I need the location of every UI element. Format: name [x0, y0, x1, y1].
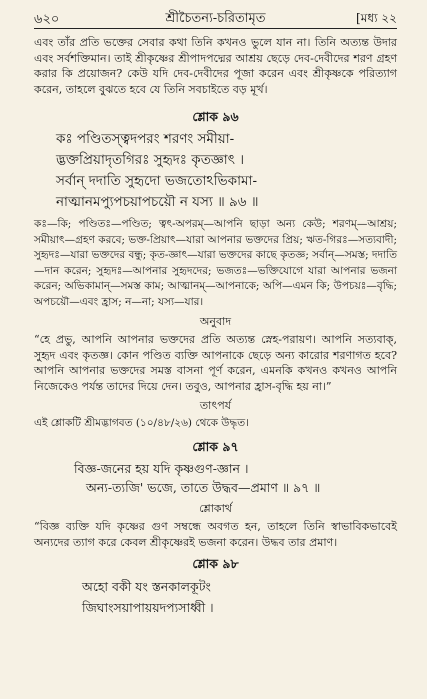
verse-line: নাত্মানমপ্যুপচয়াপচয়ৌ ন যস্য ॥ ৯৬ ॥	[56, 194, 259, 210]
meaning-heading: শ্লোকার্থ	[199, 502, 232, 515]
verse-97-heading: শ্লোক ৯৭	[192, 439, 239, 454]
purport-heading: তাৎপর্য	[199, 399, 232, 412]
page-header	[34, 6, 397, 29]
page-number: ৬২০	[34, 12, 60, 27]
purport-text: এই শ্লোকটি শ্রীমদ্ভাগবত (১০/৪৮/২৬) থেকে উদ্ধৃত।	[34, 417, 249, 429]
verse-96-heading: শ্লোক ৯৬	[192, 109, 239, 124]
verse-98-heading: শ্লোক ৯৮	[192, 556, 239, 571]
running-title: শ্রীচৈতন্য-চরিতামৃত	[165, 11, 266, 26]
verse-line: জিঘাংসয়াপায়য়দপ্যসাধ্বী ।	[82, 600, 214, 615]
verse-96-text	[56, 129, 397, 213]
verse-98-text	[82, 576, 397, 618]
verse-line: দ্ভক্তপ্রিয়াদৃতগিরঃ সুহৃদঃ কৃতজ্ঞাৎ ।	[56, 152, 245, 168]
verse-line: কঃ পণ্ডিতস্ত্বদপরং শরণং সমীয়া-	[56, 131, 235, 147]
verse-line: অন্য-ত্যজি' ভজে, তাতে উদ্ধব—প্রমাণ ॥ ৯৭ ॥	[86, 480, 321, 495]
chapter-marker: [মধ্য ২২	[356, 11, 397, 25]
translation-text: “হে প্রভু, আপনি আপনার ভক্তদের প্রতি অত্যন্ত স্নেহ-পরায়ণ। আপনি সত্যবাক্, সুহৃদ এবং কৃতজ্ঞ। কোন পণ্ডিত ব্যক্তি আপনাকে ছেড়ে অন্য কারোর শরণাগত হবে? আপনি আপনার ভক্তদের সমস্ত বাসনা পূর্ণ করেন, এমনকি কখনও কখনও আপনি নিজেকেও পর্যন্ত তাদের দিয়ে দেন। তবুও, আপনার হ্রাস-বৃদ্ধি হয় না।”	[34, 333, 397, 393]
verse-line: বিজ্ঞ-জনের হয় যদি কৃষ্ণগুণ-জ্ঞান ।	[74, 461, 249, 476]
verse-97-text	[74, 459, 397, 497]
verse-line: সর্বান্ দদাতি সুহৃদো ভজতোঽভিকামা-	[56, 173, 258, 189]
translation-heading: অনুবাদ	[199, 315, 232, 328]
intro-paragraph: এবং তাঁর প্রতি ভক্তের সেবার কথা তিনি কখনও ভুলে যান না। তিনি অত্যন্ত উদার এবং সর্বশক্তিমান। তাই শ্রীকৃষ্ণের শ্রীপাদপদ্মের আশ্রয় ছেড়ে দেব-দেবীদের শরণ গ্রহণ করার কি প্রয়োজন? কেউ যদি দেব-দেবীদের পূজা করেন এবং শ্রীকৃষ্ণকে পরিত্যাগ করেন, তাহলে বুঝতে হবে যে তিনি সবচাইতে বড় মূর্খ।	[34, 36, 397, 96]
word-meanings: কঃ—কি; পণ্ডিতঃ—পণ্ডিত; ত্বৎ-অপরম্—আপনি ছাড়া অন্য কেউ; শরণম্—আশ্রয়; সমীয়াৎ—গ্রহণ করবে; ভক্ত-প্রিয়াৎ—যারা আপনার ভক্তদের প্রিয়; ঋত-গিরঃ—সত্যবাদী; সুহৃদঃ—যারা ভক্তদের বন্ধু; কৃত-জ্ঞাৎ—যারা ভক্তদের কাছে কৃতজ্ঞ; সর্বান্—সমস্ত; দদাতি—দান করেন; সুহৃদঃ—আপনার সুহৃদদের; ভজতঃ—ভক্তিযোগে যারা আপনার ভজনা করেন; অভিকামান্—সমস্ত কাম; আত্মানম্—আপনাকে; অপি—এমন কি; উপচয়ঃ—বৃদ্ধি; অপচয়ৌ—এবং হ্রাস; ন—না; যস্য—যার।	[34, 218, 397, 308]
verse-line: অহো বকী যং স্তনকালকূটং	[82, 579, 211, 594]
meaning-text: “বিজ্ঞ ব্যক্তি যদি কৃষ্ণের গুণ সম্বন্ধে অবগত হন, তাহলে তিনি স্বাভাবিকভাবেই অন্যদের ত্যাগ করে কেবল শ্রীকৃষ্ণেরই ভজনা করেন। উদ্ধব তার প্রমাণ।	[34, 520, 397, 549]
